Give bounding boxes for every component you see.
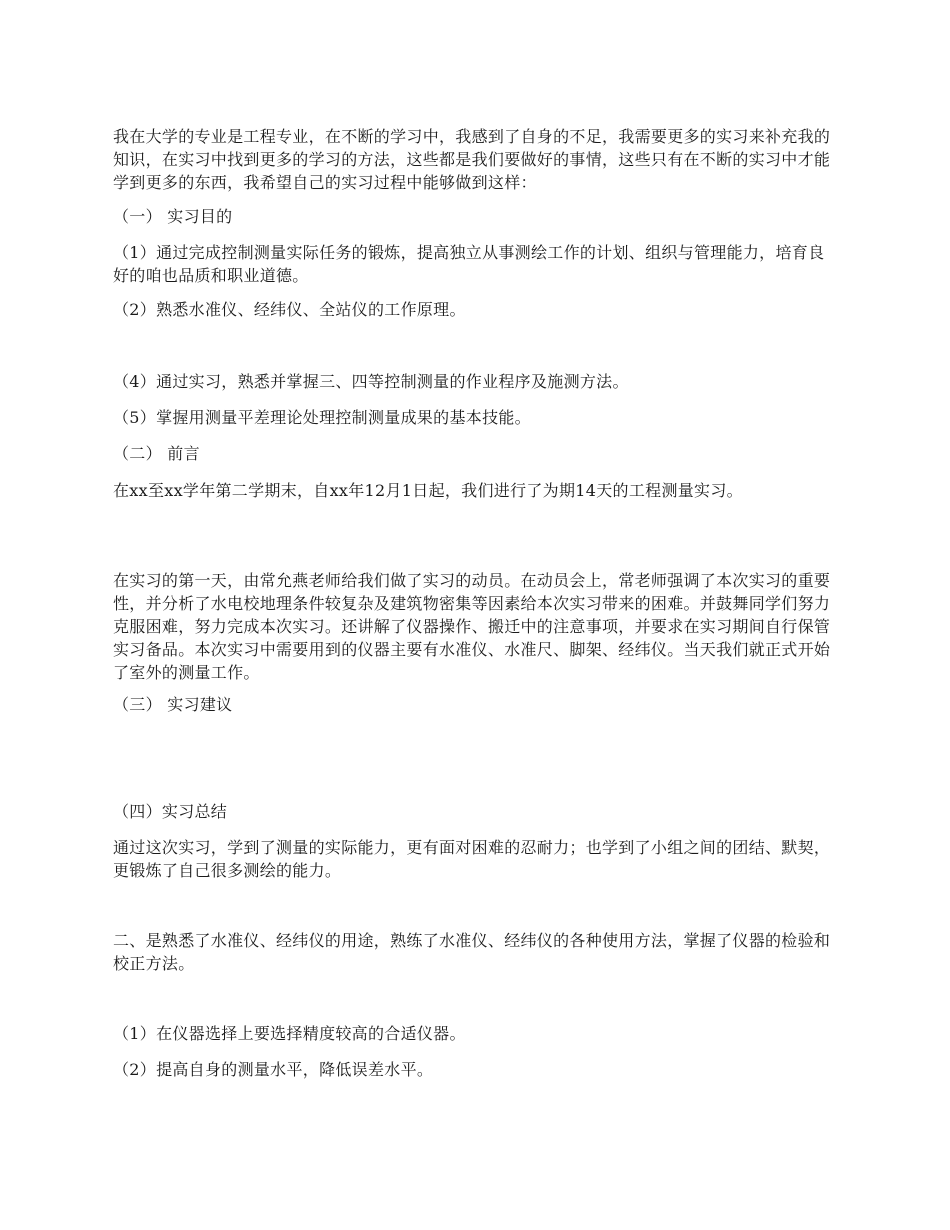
section-heading-suggestions: （三） 实习建议 bbox=[113, 695, 233, 714]
first-day-paragraph: 在实习的第一天，由常允燕老师给我们做了实习的动员。在动员会上，常老师强调了本次实习的重要性，并分析了水电校地理条件较复杂及建筑物密集等因素给本次实习带来的困难。并鼓舞同学们努力克服困难，努力完成本次实习。还讲解了仪器操作、搬迁中的注意事项，并要求在实习期间自行保管实习备品。本次实习中需要用到的仪器主要有水准仪、水准尺、脚架、经纬仪。当天我们就正式开始了室外的测量工作。 bbox=[113, 571, 831, 682]
intro-paragraph: 我在大学的专业是工程专业，在不断的学习中，我感到了自身的不足，我需要更多的实习来补充我的知识，在实习中找到更多的学习的方法，这些都是我们要做好的事情，这些只有在不断的实习中才能学到更多的东西，我希望自己的实习过程中能够做到这样： bbox=[113, 127, 831, 192]
section-heading-objectives: （一） 实习目的 bbox=[113, 207, 233, 226]
preface-paragraph: 在xx至xx学年第二学期末，自xx年12月1日起，我们进行了为期14天的工程测量实习。 bbox=[113, 481, 743, 500]
objective-item-2: （2）熟悉水准仪、经纬仪、全站仪的工作原理。 bbox=[113, 300, 466, 319]
objective-item-4: （4）通过实习，熟悉并掌握三、四等控制测量的作业程序及施测方法。 bbox=[113, 372, 629, 391]
suggestion-item-1: （1）在仪器选择上要选择精度较高的合适仪器。 bbox=[113, 1024, 466, 1043]
section-heading-summary: （四）实习总结 bbox=[113, 802, 228, 821]
suggestion-item-2: （2）提高自身的测量水平，降低误差水平。 bbox=[113, 1060, 434, 1079]
objective-item-5: （5）掌握用测量平差理论处理控制测量成果的基本技能。 bbox=[113, 408, 531, 427]
summary-point-2: 二、是熟悉了水准仪、经纬仪的用途，熟练了水准仪、经纬仪的各种使用方法，掌握了仪器的检验和校正方法。 bbox=[113, 931, 831, 973]
section-heading-preface: （二） 前言 bbox=[113, 444, 200, 463]
summary-paragraph: 通过这次实习，学到了测量的实际能力，更有面对困难的忍耐力；也学到了小组之间的团结、默契，更锻炼了自己很多测绘的能力。 bbox=[113, 838, 831, 880]
objective-item-1: （1）通过完成控制测量实际任务的锻炼，提高独立从事测绘工作的计划、组织与管理能力，培育良好的咱也品质和职业道德。 bbox=[113, 243, 825, 285]
